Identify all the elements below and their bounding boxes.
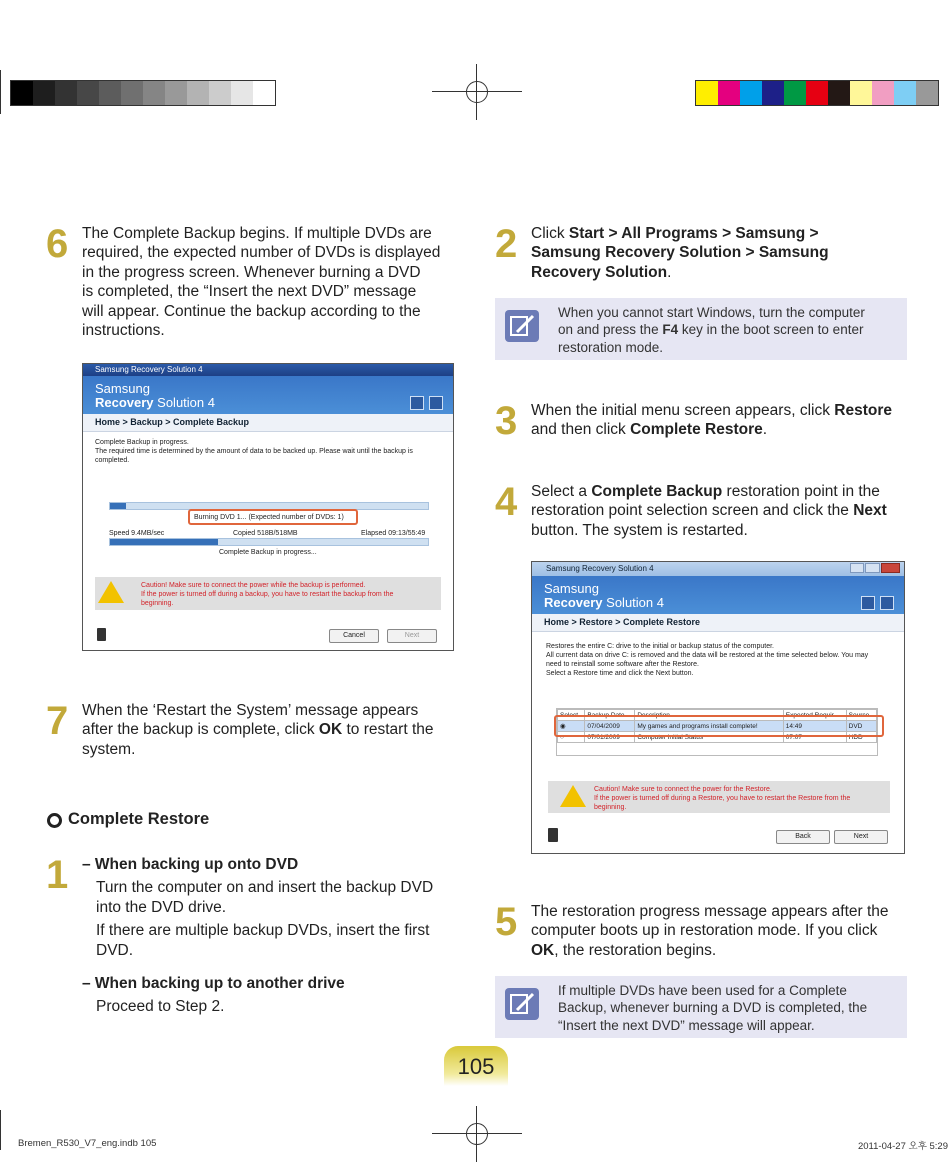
table-cell: My games and programs install complete! [635, 721, 783, 732]
close-icon[interactable] [881, 563, 900, 573]
progress-label: Complete Backup in progress... [219, 549, 317, 556]
maximize-icon[interactable] [865, 563, 879, 573]
gray-swatch [209, 81, 231, 105]
note-box: When you cannot start Windows, turn the computer on and press the F4 key in the boot screen to enter restoration mode. [495, 298, 907, 360]
gray-swatch [143, 81, 165, 105]
registration-mark-top [432, 72, 522, 112]
color-swatch [850, 81, 872, 105]
restore-instructions: Restores the entire C: drive to the initial or backup status of the computer. All current data on drive C: is removed and the data will be restored at the time selected below. You may need to reinstall some software after the Restore. Select a Restore time and click the Next button. [546, 643, 869, 677]
progress-bar-total [109, 538, 429, 546]
table-cell: 07:07 [783, 732, 846, 743]
crop-line [0, 70, 1, 114]
next-button[interactable]: Next [387, 629, 437, 643]
gray-swatch [99, 81, 121, 105]
step-2-text: Click Start > All Programs > Samsung > Samsung Recovery Solution > Samsung Recovery Solution. [531, 225, 829, 281]
table-header: Expected Requir [783, 710, 846, 721]
backup-progress-screenshot [82, 363, 454, 651]
home-icon[interactable] [861, 596, 875, 610]
footer-left: Bremen_R530_V7_eng.indb 105 [18, 1138, 157, 1149]
drive-icon [548, 828, 558, 842]
help-icon[interactable] [880, 596, 894, 610]
step-7-text: When the ‘Restart the System’ message appears after the backup is complete, click OK to restart the system. [82, 702, 434, 758]
step-number: 1 [46, 853, 69, 897]
restore-point-screenshot [531, 561, 905, 854]
color-swatch [740, 81, 762, 105]
home-icon[interactable] [410, 396, 424, 410]
table-header: Backup Date [585, 710, 635, 721]
cancel-button[interactable]: Cancel [329, 629, 379, 643]
step-6-text: The Complete Backup begins. If multiple DVDs are required, the expected number of DVDs is displayed in the progress screen. Whenever burning a DVD is completed, the “Insert the next DVD” message will appear. Continue the backup according to the instructions. [82, 225, 441, 340]
step-number: 2 [495, 222, 518, 266]
color-swatch [872, 81, 894, 105]
burning-dvd-callout: Burning DVD 1... (Expected number of DVDs: 1) [188, 509, 358, 525]
caution-box: Caution! Make sure to connect the power for the Restore. If the power is turned off during a Restore, you have to restart the Restore from the beginning. [548, 781, 890, 813]
step-5-text: The restoration progress message appears after the computer boots up in restoration mode. If you click OK, the restoration begins. [531, 903, 889, 959]
warning-icon [98, 581, 124, 603]
table-cell: DVD [846, 721, 876, 732]
restore-point-radio[interactable]: ◉ [558, 721, 585, 732]
color-swatch [894, 81, 916, 105]
table-cell: Computer Initial Status [635, 732, 783, 743]
color-swatch [828, 81, 850, 105]
pencil-note-icon [505, 310, 539, 342]
window-title: Samsung Recovery Solution 4 [532, 562, 904, 576]
step-3-text: When the initial menu screen appears, click Restore and then click Complete Restore. [531, 402, 892, 439]
breadcrumb: Home > Restore > Complete Restore [532, 614, 904, 632]
drive-icon [97, 628, 106, 641]
section-bullet-icon [47, 813, 62, 828]
gray-swatch [33, 81, 55, 105]
page-number: 105 [444, 1046, 508, 1086]
next-button[interactable]: Next [834, 830, 888, 844]
grayscale-bar [10, 80, 276, 106]
pencil-note-icon [505, 988, 539, 1020]
window-title: Samsung Recovery Solution 4 [83, 364, 453, 376]
table-header: Select [558, 710, 585, 721]
table-cell: 07/04/2009 [585, 721, 635, 732]
app-banner: Samsung Recovery Solution 4 [532, 576, 904, 614]
gray-swatch [187, 81, 209, 105]
step-number: 3 [495, 399, 518, 443]
caution-box: Caution! Make sure to connect the power while the backup is performed. If the power is turned off during a backup, you have to restart the backup from the beginning. [95, 577, 441, 610]
step-number: 4 [495, 480, 518, 524]
warning-icon [560, 785, 586, 807]
color-swatch [762, 81, 784, 105]
gray-swatch [165, 81, 187, 105]
gray-swatch [231, 81, 253, 105]
color-swatch [806, 81, 828, 105]
breadcrumb: Home > Backup > Complete Backup [83, 414, 453, 432]
step-number: 7 [46, 699, 69, 743]
color-swatch [916, 81, 938, 105]
step-number: 5 [495, 900, 518, 944]
help-icon[interactable] [429, 396, 443, 410]
status-message: Complete Backup in progress. The required time is determined by the amount of data to be backed up. Please wait until the backup is completed. [95, 439, 413, 464]
gray-swatch [121, 81, 143, 105]
color-swatch [696, 81, 718, 105]
app-banner: Samsung Recovery Solution 4 [83, 376, 453, 414]
step-4-text: Select a Complete Backup restoration point in the restoration point selection screen and click the Next button. The system is restarted. [531, 483, 887, 539]
color-bar [695, 80, 939, 106]
color-swatch [718, 81, 740, 105]
restore-point-radio[interactable]: ○ [558, 732, 585, 743]
registration-mark-bottom [432, 1114, 522, 1154]
gray-swatch [55, 81, 77, 105]
elapsed-readout: Elapsed 09:13/55:49 [361, 530, 426, 537]
minimize-icon[interactable] [850, 563, 864, 573]
color-swatch [784, 81, 806, 105]
note-box: If multiple DVDs have been used for a Complete Backup, whenever burning a DVD is completed, the “Insert the next DVD” message will appear. [495, 976, 907, 1038]
table-cell: 14:49 [783, 721, 846, 732]
gray-swatch [11, 81, 33, 105]
step-1-text: – When backing up onto DVD Turn the computer on and insert the backup DVD into the DVD drive. If there are multiple backup DVDs, insert the first DVD. – When backing up to another drive Proceed to Step 2. [82, 856, 434, 1016]
footer-right: 2011-04-27 오후 5:29 [857, 1141, 948, 1152]
table-cell: HDD [846, 732, 876, 743]
back-button[interactable]: Back [776, 830, 830, 844]
selected-row-callout [554, 715, 884, 737]
gray-swatch [253, 81, 275, 105]
table-cell: 07/01/2009 [585, 732, 635, 743]
copied-readout: Copied 518B/518MB [233, 530, 298, 537]
step-number: 6 [46, 222, 69, 266]
table-header: Source [846, 710, 876, 721]
table-header: Description [635, 710, 783, 721]
gray-swatch [77, 81, 99, 105]
crop-line-bottom [0, 1110, 1, 1150]
section-title: Complete Restore [68, 810, 210, 828]
speed-readout: Speed 9.4MB/sec [109, 530, 165, 537]
